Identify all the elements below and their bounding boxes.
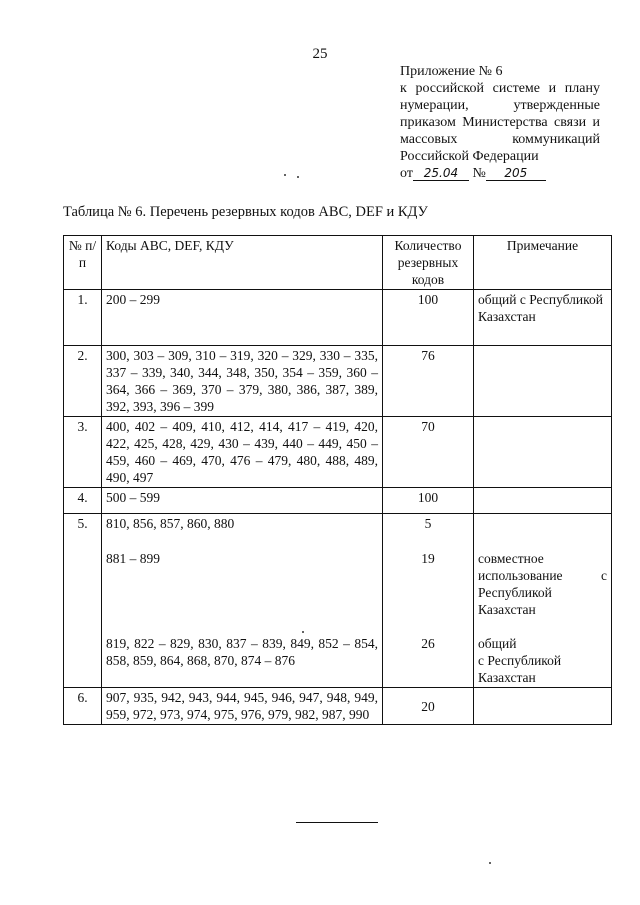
- appendix-block: [400, 63, 600, 182]
- number-value: 205: [486, 166, 546, 181]
- date-value: 25.04: [413, 166, 469, 181]
- reserve-codes-table: [63, 235, 612, 725]
- count-group-c: 26: [421, 636, 435, 651]
- appendix-body: к российской системе и плану нумерации, утвержденные приказом Министерства связи и массовых коммуникаций Российской Федерации: [400, 81, 600, 164]
- table-row: [64, 417, 612, 488]
- row-count: 100: [383, 290, 474, 346]
- row-num: 1.: [64, 290, 102, 346]
- row-note: [474, 688, 612, 725]
- row-codes: 200 – 299: [102, 290, 383, 346]
- row-note: общий с Республикой Казахстан: [474, 290, 612, 346]
- codes-group-a: 810, 856, 857, 860, 880: [106, 516, 235, 531]
- table-row: [64, 688, 612, 725]
- header-num: № п/п: [64, 236, 102, 290]
- row-codes: 907, 935, 942, 943, 944, 945, 946, 947, 948, 949, 959, 972, 973, 974, 975, 976, 979, 982, 987, 990: [102, 688, 383, 725]
- header-note: Примечание: [474, 236, 612, 290]
- row-num: 3.: [64, 417, 102, 488]
- header-codes: Коды ABC, DEF, КДУ: [102, 236, 383, 290]
- table-caption: Таблица № 6. Перечень резервных кодов ABC, DEF и КДУ: [63, 204, 428, 220]
- date-prefix: от: [400, 166, 413, 181]
- note-group-c: общий с Республикой Казахстан: [478, 636, 562, 685]
- row-codes: 400, 402 – 409, 410, 412, 414, 417 – 419, 420, 422, 425, 428, 429, 430 – 439, 440 – 449, 450 – 459, 460 – 469, 470, 476 – 479, 480, 488, 489, 490, 497: [102, 417, 383, 488]
- row-count: 100: [383, 488, 474, 514]
- scan-speck: [489, 862, 491, 864]
- row-num: 5.: [64, 514, 102, 688]
- table-header-row: [64, 236, 612, 290]
- count-group-a: 5: [424, 516, 432, 531]
- row-note: [474, 488, 612, 514]
- codes-group-b: 881 – 899: [106, 551, 160, 566]
- count-group-b: 19: [421, 551, 435, 566]
- row-codes: 300, 303 – 309, 310 – 319, 320 – 329, 330 – 335, 337 – 339, 340, 344, 348, 350, 354 – 359, 360 – 364, 366 – 369, 370 – 379, 380, 386, 387, 389, 392, 393, 396 – 399: [102, 346, 383, 417]
- appendix-title: Приложение № 6: [400, 64, 503, 79]
- row-codes: 500 – 599: [102, 488, 383, 514]
- footer-divider: [296, 822, 378, 823]
- appendix-date-line: [400, 165, 600, 182]
- codes-group-c: 819, 822 – 829, 830, 837 – 839, 849, 852 – 854, 858, 859, 864, 868, 870, 874 – 876: [106, 636, 378, 668]
- table-row: [64, 514, 612, 688]
- row-num: 2.: [64, 346, 102, 417]
- header-count: Количество резервных кодов: [383, 236, 474, 290]
- row-codes: [102, 514, 383, 688]
- table-row: [64, 488, 612, 514]
- row-count: [383, 514, 474, 688]
- row-note: [474, 514, 612, 688]
- row-num: 4.: [64, 488, 102, 514]
- row-count: 70: [383, 417, 474, 488]
- row-count: 20: [383, 688, 474, 725]
- row-count: 76: [383, 346, 474, 417]
- number-prefix: №: [472, 166, 486, 181]
- note-group-b: совместное использование с Республикой Казахстан: [478, 551, 607, 617]
- row-num: 6.: [64, 688, 102, 725]
- row-note: [474, 346, 612, 417]
- row-note: [474, 417, 612, 488]
- scan-speck: [302, 631, 304, 633]
- scan-speck: [284, 174, 286, 176]
- table-row: [64, 346, 612, 417]
- table-row: [64, 290, 612, 346]
- page-number: 25: [312, 46, 328, 62]
- scan-speck: [297, 176, 299, 178]
